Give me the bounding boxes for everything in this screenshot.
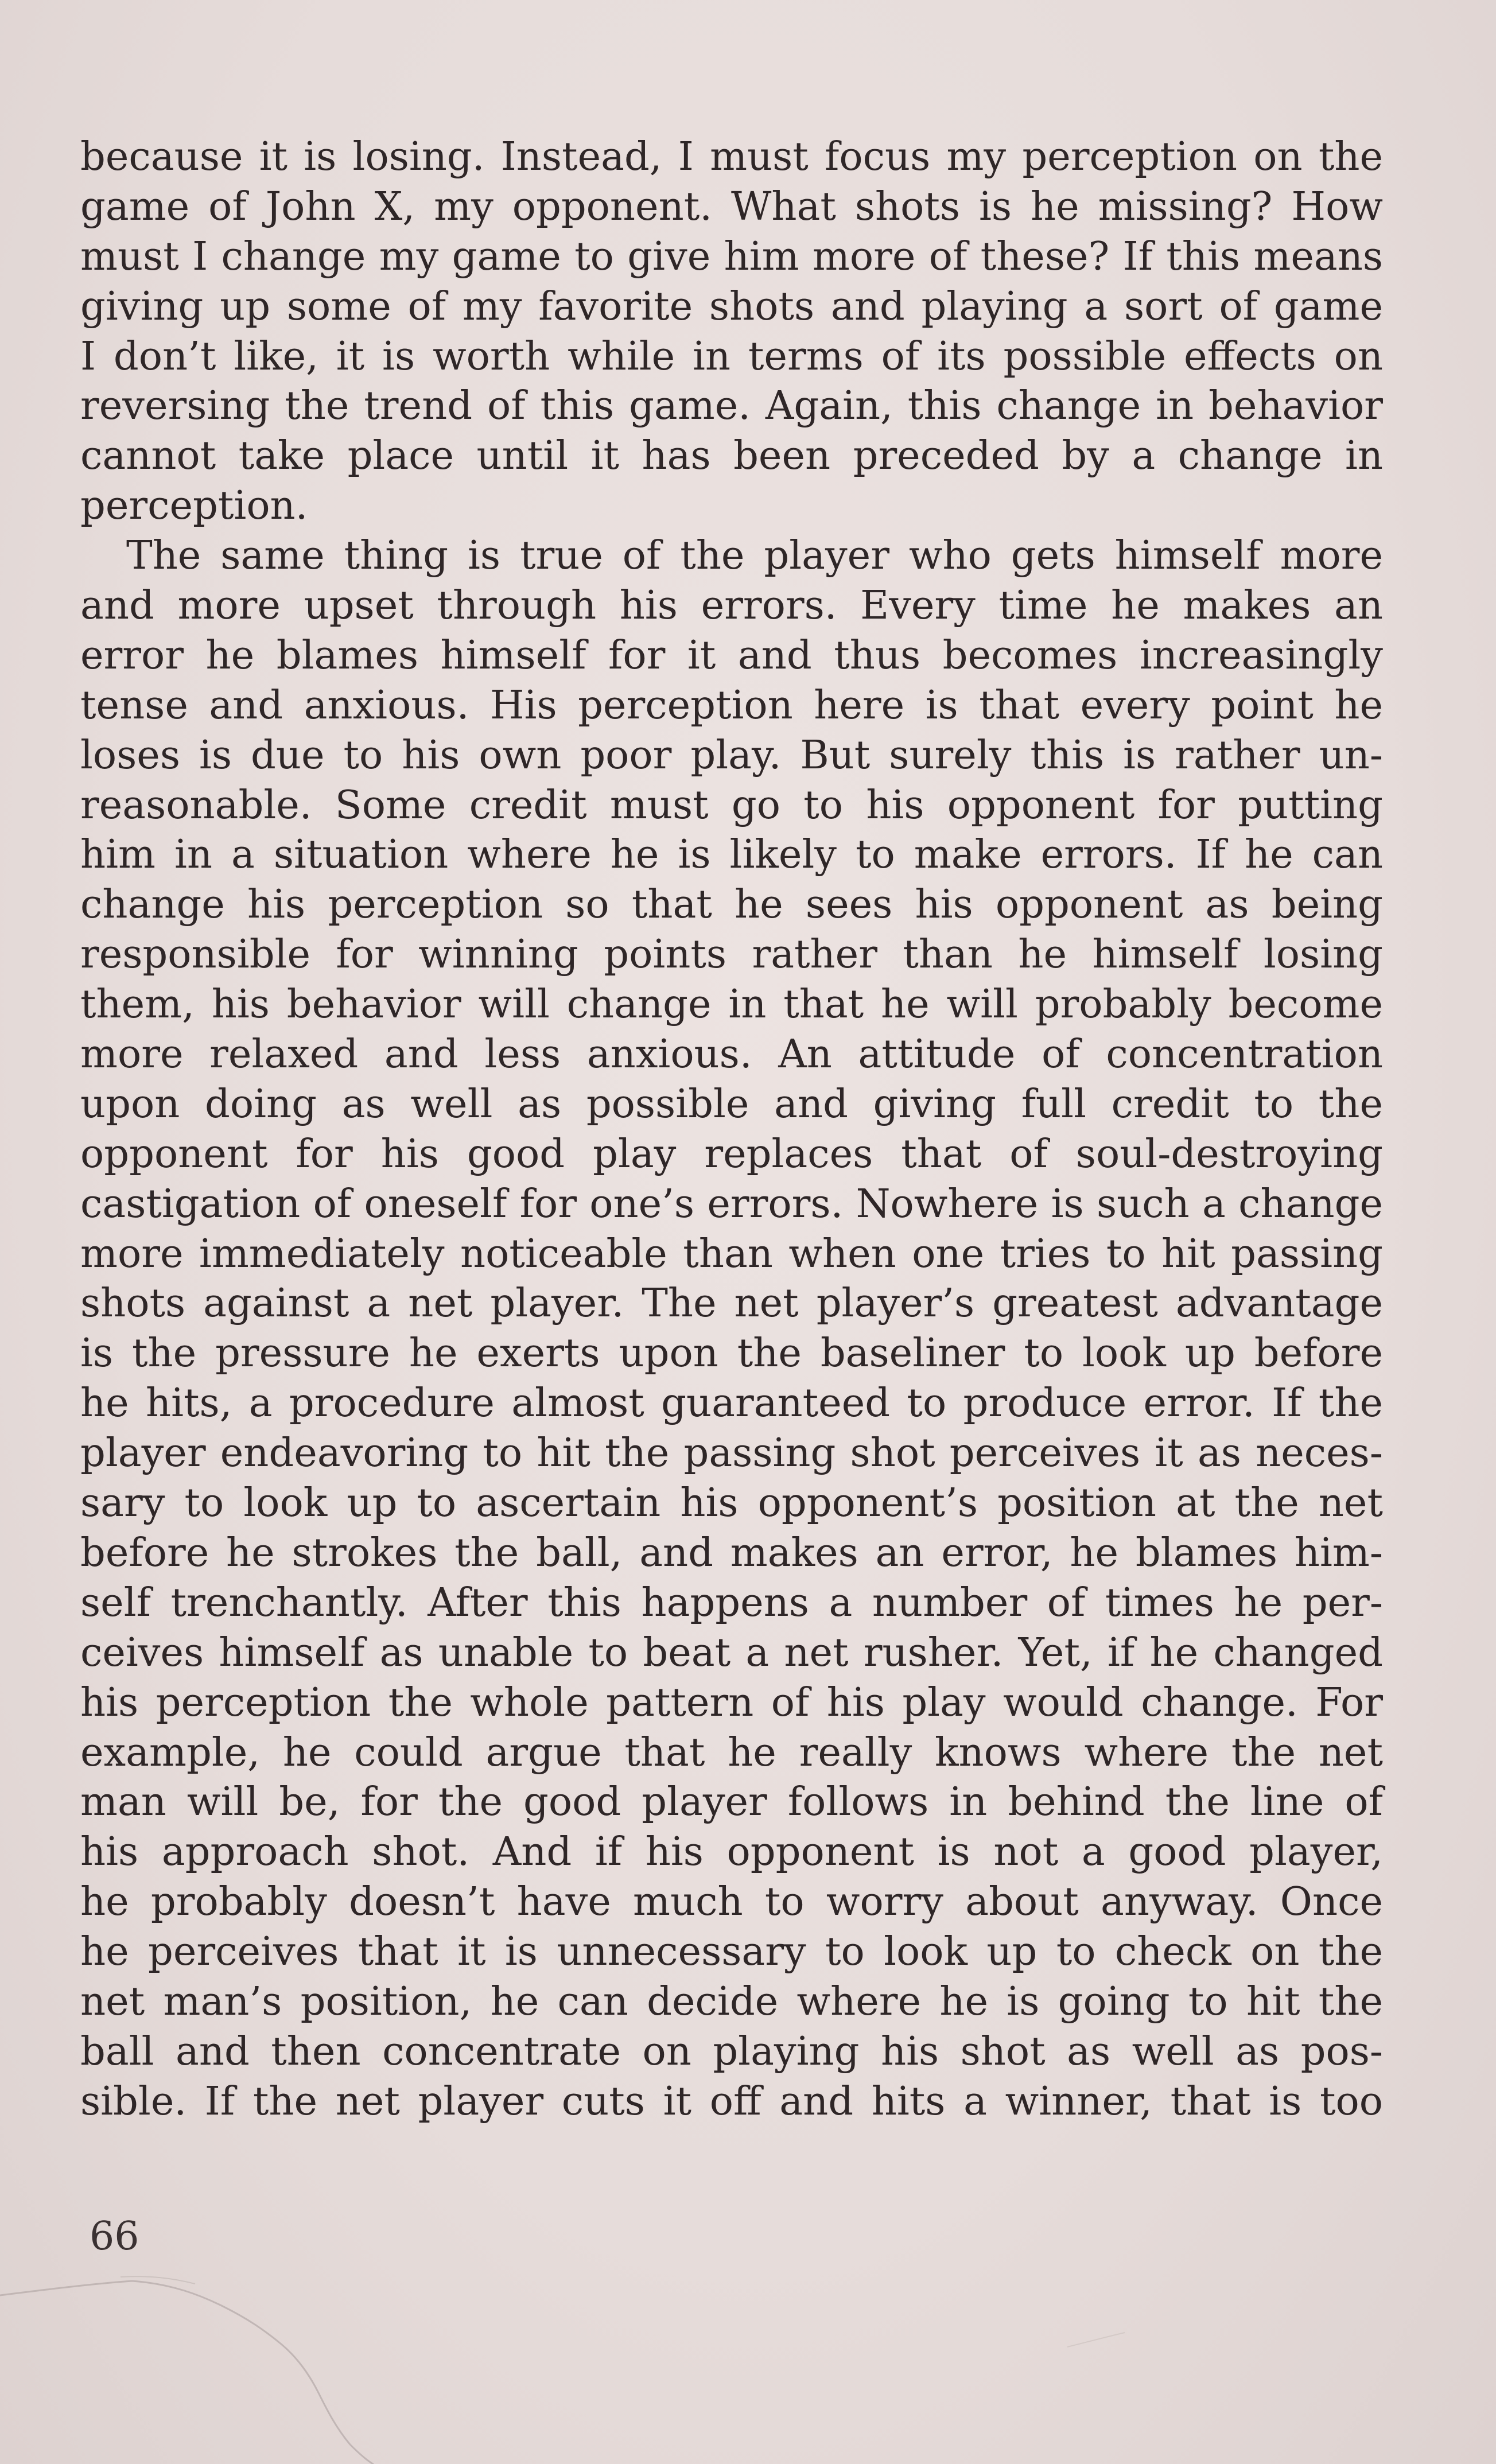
text-line: sary to look up to ascertain his opponent’s position at the net — [80, 1480, 1383, 1526]
text-line: example, he could argue that he really knows where the net — [80, 1729, 1383, 1775]
text-line: tense and anxious. His perception here is that every point he — [80, 682, 1383, 728]
text-line: reasonable. Some credit must go to his opponent for putting — [80, 782, 1383, 828]
text-line: and more upset through his errors. Every time he makes an — [80, 582, 1383, 629]
text-line: reversing the trend of this game. Again, this change in behavior — [80, 383, 1383, 429]
text-line: ceives himself as unable to beat a net rusher. Yet, if he changed — [80, 1629, 1383, 1676]
page-number: 66 — [90, 2214, 139, 2259]
text-line: opponent for his good play replaces that of soul-destroying — [80, 1130, 1383, 1177]
text-line: self trenchantly. After this happens a number of times he per- — [80, 1579, 1383, 1626]
text-line: more immediately noticeable than when one tries to hit passing — [80, 1230, 1383, 1277]
text-line: player endeavoring to hit the passing shot perceives it as neces- — [80, 1430, 1383, 1476]
text-line: change his perception so that he sees his opponent as being — [80, 881, 1383, 928]
text-line: his approach shot. And if his opponent is not a good player, — [80, 1829, 1383, 1875]
text-line: upon doing as well as possible and giving full credit to the — [80, 1081, 1383, 1127]
text-line: he hits, a procedure almost guaranteed to produce error. If the — [80, 1380, 1383, 1427]
text-line: is the pressure he exerts upon the baseliner to look up before — [80, 1330, 1383, 1377]
text-line: loses is due to his own poor play. But surely this is rather un- — [80, 732, 1383, 778]
text-line: man will be, for the good player follows in behind the line of — [80, 1779, 1383, 1825]
text-line: more relaxed and less anxious. An attitude of concentration — [80, 1031, 1383, 1078]
text-line: he probably doesn’t have much to worry about anyway. Once — [80, 1879, 1383, 1925]
text-line: I don’t like, it is worth while in terms of its possible effects on — [80, 333, 1383, 379]
text-line: cannot take place until it has been preceded by a change in — [80, 433, 1383, 479]
text-line: net man’s position, he can decide where he is going to hit the — [80, 1978, 1383, 2024]
text-line: sible. If the net player cuts it off and hits a winner, that is too — [80, 2078, 1383, 2124]
body-text — [80, 132, 1383, 2127]
text-line: them, his behavior will change in that he will probably become — [80, 981, 1383, 1028]
text-line: him in a situation where he is likely to make errors. If he can — [80, 831, 1383, 878]
paper-crease-mark — [0, 2203, 1496, 2464]
text-line: must I change my game to give him more of these? If this means — [80, 233, 1383, 279]
text-line: castigation of oneself for one’s errors. Nowhere is such a change — [80, 1180, 1383, 1227]
text-line: he perceives that it is unnecessary to look up to check on the — [80, 1929, 1383, 1975]
paragraph-first-line: The same thing is true of the player who gets himself more — [126, 533, 1383, 579]
text-line: error he blames himself for it and thus becomes increasingly — [80, 632, 1383, 678]
text-line: responsible for winning points rather than he himself losing — [80, 931, 1383, 978]
text-line: his perception the whole pattern of his play would change. For — [80, 1679, 1383, 1725]
text-line: giving up some of my favorite shots and playing a sort of game — [80, 283, 1383, 329]
text-line: before he strokes the ball, and makes an error, he blames him- — [80, 1529, 1383, 1576]
text-line: shots against a net player. The net player’s greatest advantage — [80, 1280, 1383, 1327]
text-line: ball and then concentrate on playing his shot as well as pos- — [80, 2028, 1383, 2074]
text-line: game of John X, my opponent. What shots is he missing? How — [80, 183, 1383, 230]
text-line: perception. — [80, 483, 308, 529]
text-line: because it is losing. Instead, I must focus my perception on the — [80, 134, 1383, 180]
